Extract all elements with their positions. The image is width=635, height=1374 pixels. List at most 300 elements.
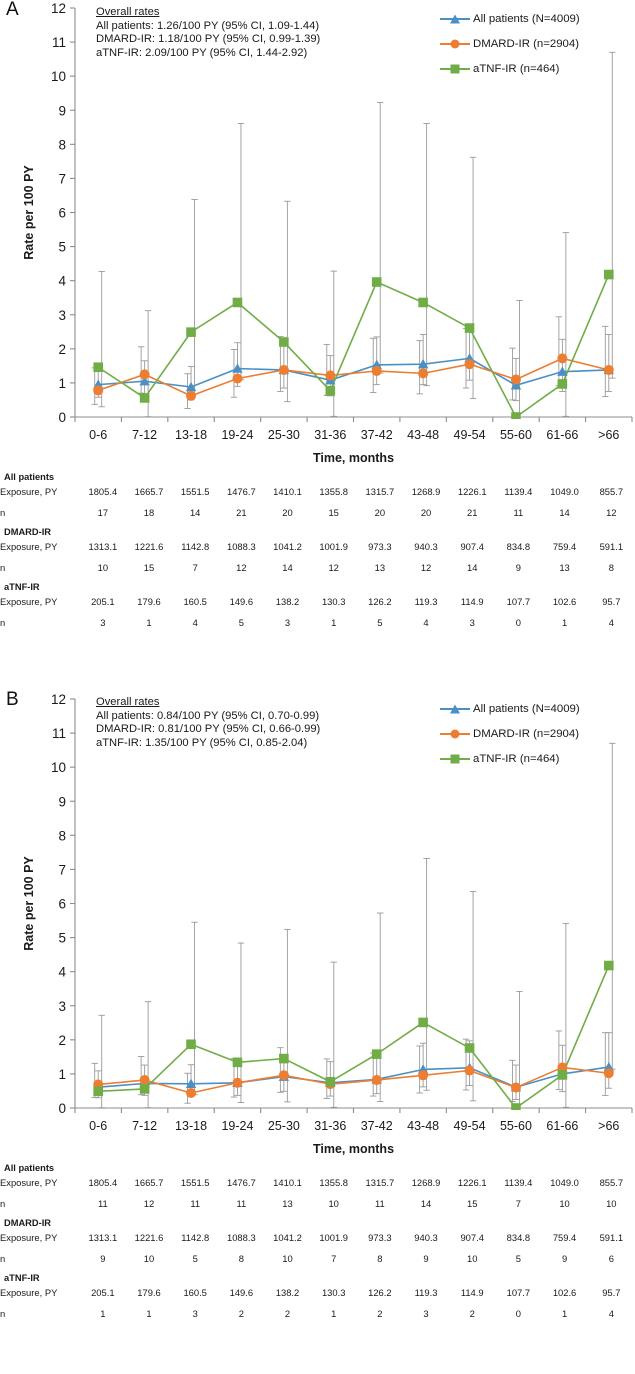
x-axis-tick-label: >66	[598, 1119, 620, 1133]
table-cell: 1	[100, 1308, 106, 1319]
table-cell: 3	[284, 617, 291, 628]
panel-a-label: A	[6, 0, 19, 20]
y-axis-tick-label: 7	[58, 862, 66, 878]
table-cell: 12	[420, 562, 432, 573]
table-cell: 12	[143, 1198, 155, 1209]
error-bar	[606, 335, 612, 392]
table-cell: 1315.7	[365, 486, 395, 497]
y-axis-tick-label: 3	[58, 307, 66, 323]
error-bar	[606, 1033, 612, 1089]
table-cell: 907.4	[460, 541, 484, 552]
data-point-dmard-ir	[186, 391, 196, 401]
table-cell: 160.5	[183, 596, 207, 607]
data-point-dmard-ir	[465, 1066, 475, 1076]
x-axis-tick-label: 43-48	[407, 428, 440, 442]
data-point-dmard-ir	[279, 1070, 289, 1080]
panel-b-label: B	[6, 689, 19, 710]
table-cell: 8	[238, 1253, 244, 1264]
legend-item-label: All patients (N=4009)	[473, 702, 580, 715]
table-cell: 940.3	[414, 1232, 438, 1243]
table-row	[0, 500, 635, 525]
y-axis-tick-label: 6	[58, 205, 66, 221]
table-cell: 1	[331, 1308, 337, 1319]
data-point-dmard-ir	[465, 359, 475, 369]
table-cell: 10	[143, 1253, 155, 1264]
table-cell: 11	[97, 1198, 108, 1209]
data-point-atnf-ir	[604, 961, 614, 971]
table-cell: 15	[328, 507, 339, 518]
table-group-header	[0, 1161, 635, 1174]
table-cell: 4	[608, 617, 614, 628]
table-cell: 1315.7	[365, 1177, 395, 1188]
table-cell: 11	[190, 1198, 201, 1209]
table-row-label: Exposure, PY	[0, 1232, 58, 1243]
x-axis-tick-label: 55-60	[499, 428, 532, 442]
data-point-atnf-ir	[372, 1049, 382, 1059]
table-cell: 8	[377, 1253, 383, 1264]
table-row-label: n	[0, 562, 6, 573]
x-axis-tick-label: 13-18	[175, 428, 208, 442]
table-cell: 10	[328, 1198, 339, 1209]
error-bar	[509, 348, 515, 400]
data-point-atnf-ir	[325, 386, 335, 396]
table-row-label: Exposure, PY	[0, 596, 58, 607]
y-axis-tick-label: 5	[58, 930, 66, 946]
panel-a	[0, 0, 635, 678]
data-point-dmard-ir	[93, 385, 103, 395]
legend-item-label: DMARD-IR (n=2904)	[473, 727, 580, 740]
table-cell: 12	[328, 562, 339, 573]
table-cell: 1313.1	[88, 541, 118, 552]
table-cell: 21	[236, 507, 247, 518]
table-row-label: n	[0, 1198, 6, 1209]
table-cell: 114.9	[460, 1287, 484, 1298]
table-cell: 14	[466, 562, 478, 573]
overall-rate-all-patients: All patients: 1.26/100 PY (95% CI, 1.09-1.44)	[96, 19, 320, 32]
data-point-dmard-ir	[186, 1088, 196, 1098]
table-cell: 1049.0	[550, 486, 579, 497]
table-group-label: DMARD-IR	[4, 526, 51, 537]
overall-rate-dmard-ir: DMARD-IR: 0.81/100 PY (95% CI, 0.66-0.99)	[96, 723, 321, 736]
table-cell: 0	[515, 1308, 521, 1319]
error-bar	[556, 1031, 562, 1090]
legend-marker-square-icon	[440, 63, 470, 75]
y-axis-tick-label: 1	[58, 1066, 66, 1082]
table-cell: 14	[559, 507, 570, 518]
error-bar	[423, 859, 429, 1091]
table-cell: 1476.7	[227, 1177, 256, 1188]
error-bar	[423, 124, 429, 386]
panel-a-chart	[0, 0, 635, 470]
table-row-label: Exposure, PY	[0, 1177, 58, 1188]
legend-item-dmard-ir	[440, 721, 580, 746]
table-cell: 973.3	[368, 1232, 392, 1243]
x-axis-tick-label: 55-60	[499, 1119, 532, 1133]
data-point-dmard-ir	[604, 1068, 614, 1078]
x-axis-tick-label: 19-24	[221, 428, 254, 442]
table-cell: 11	[236, 1198, 247, 1209]
x-axis-title: Time, months	[312, 1142, 395, 1156]
table-cell: 5	[238, 617, 244, 628]
data-point-atnf-ir	[558, 1070, 568, 1080]
y-axis-tick-label: 12	[50, 1, 66, 16]
legend-item-all-patients	[440, 6, 580, 31]
data-point-atnf-ir	[558, 379, 568, 389]
table-cell: 11	[375, 1198, 385, 1209]
legend-marker-circle-icon	[440, 38, 470, 50]
data-point-atnf-ir	[279, 337, 289, 347]
data-point-atnf-ir	[233, 1058, 243, 1068]
y-axis-tick-label: 10	[50, 760, 66, 776]
panel-b	[0, 678, 635, 1368]
data-point-atnf-ir	[465, 1043, 475, 1053]
table-cell: 1041.2	[273, 541, 302, 552]
legend-item-label: aTNF-IR (n=464)	[473, 752, 560, 765]
panel-b-legend	[440, 696, 580, 771]
overall-rate-atnf-ir: aTNF-IR: 2.09/100 PY (95% CI, 1.44-2.92)	[96, 46, 308, 59]
panel-a-overall-rates	[96, 6, 320, 60]
data-point-atnf-ir	[465, 323, 475, 333]
table-cell: 179.6	[137, 596, 161, 607]
data-point-atnf-ir	[140, 1084, 150, 1094]
table-cell: 1805.4	[88, 486, 118, 497]
panel-b-chart	[0, 678, 635, 1161]
table-cell: 6	[608, 1253, 614, 1264]
table-cell: 2	[469, 1308, 475, 1319]
table-cell: 1226.1	[457, 486, 487, 497]
table-cell: 1	[331, 617, 337, 628]
table-cell: 10	[559, 1198, 570, 1209]
table-cell: 1	[561, 1308, 568, 1319]
table-cell: 3	[100, 617, 106, 628]
table-cell: 3	[192, 1308, 198, 1319]
table-cell: 1355.8	[319, 486, 349, 497]
table-cell: 591.1	[599, 541, 624, 552]
table-row	[0, 1284, 635, 1301]
table-group-header	[0, 525, 635, 538]
table-cell: 119.3	[414, 1287, 438, 1298]
data-point-dmard-ir	[557, 353, 567, 363]
data-point-dmard-ir	[232, 373, 242, 383]
data-point-atnf-ir	[511, 412, 521, 422]
table-cell: 9	[515, 562, 521, 573]
legend-marker-triangle-icon	[440, 703, 470, 715]
table-cell: 1410.1	[273, 486, 302, 497]
legend-marker-circle-icon	[440, 728, 470, 740]
panel-a-data-table	[0, 470, 635, 635]
table-cell: 5	[515, 1253, 521, 1264]
table-group-header	[0, 470, 635, 483]
error-bar	[370, 1053, 376, 1096]
table-cell: 95.7	[602, 1287, 621, 1298]
table-cell: 18	[143, 507, 155, 518]
table-cell: 7	[192, 562, 198, 573]
table-cell: 834.8	[506, 1232, 531, 1243]
data-point-atnf-ir	[418, 1018, 428, 1028]
table-cell: 1139.4	[504, 486, 533, 497]
x-axis-tick-label: 61-66	[546, 428, 579, 442]
table-row	[0, 483, 635, 500]
data-point-atnf-ir	[418, 298, 428, 308]
y-axis-tick-label: 7	[58, 171, 66, 187]
x-axis-tick-label: 13-18	[175, 1119, 208, 1133]
table-cell: 1221.6	[134, 541, 164, 552]
legend-item-label: aTNF-IR (n=464)	[473, 62, 560, 75]
table-cell: 1551.5	[180, 1177, 210, 1188]
table-cell: 1001.9	[319, 1232, 349, 1243]
table-cell: 1088.3	[227, 1232, 256, 1243]
error-bar	[509, 1060, 515, 1101]
table-cell: 1049.0	[550, 1177, 579, 1188]
table-cell: 20	[374, 507, 386, 518]
data-point-atnf-ir	[511, 1103, 521, 1113]
y-axis-tick-label: 1	[58, 375, 66, 391]
error-bar	[231, 350, 237, 398]
y-axis-tick-label: 10	[50, 69, 66, 85]
table-group-header	[0, 1271, 635, 1284]
table-cell: 17	[97, 507, 109, 518]
y-axis-tick-label: 2	[58, 341, 66, 357]
table-cell: 1221.6	[134, 1232, 164, 1243]
table-cell: 13	[282, 1198, 293, 1209]
table-cell: 1	[146, 1308, 152, 1319]
table-cell: 940.3	[414, 541, 438, 552]
x-axis-tick-label: 0-6	[89, 428, 108, 442]
y-axis-tick-label: 2	[58, 1032, 66, 1048]
table-cell: 1142.8	[181, 541, 210, 552]
x-axis-tick-label: 31-36	[314, 428, 347, 442]
data-point-dmard-ir	[372, 366, 382, 376]
table-cell: 1665.7	[134, 486, 164, 497]
overall-rates-title: Overall rates	[96, 6, 160, 18]
error-bar	[609, 52, 615, 378]
y-axis-title: Rate per 100 PY	[22, 165, 36, 260]
table-row-label: Exposure, PY	[0, 486, 58, 497]
x-axis-tick-label: 0-6	[89, 1119, 108, 1133]
series-line-atnf-ir	[98, 275, 609, 417]
table-row	[0, 555, 635, 580]
table-cell: 11	[513, 507, 524, 518]
overall-rate-atnf-ir: aTNF-IR: 1.35/100 PY (95% CI, 0.85-2.04)	[96, 736, 308, 749]
table-cell: 1410.1	[273, 1177, 302, 1188]
table-cell: 759.4	[552, 1232, 577, 1243]
table-cell: 1665.7	[134, 1177, 164, 1188]
table-cell: 20	[420, 507, 432, 518]
error-bar	[563, 924, 569, 1108]
table-row	[0, 1191, 635, 1216]
legend-item-label: DMARD-IR (n=2904)	[473, 37, 580, 50]
x-axis-tick-label: 61-66	[546, 1119, 579, 1133]
y-axis-tick-label: 4	[58, 964, 66, 980]
legend-item-all-patients	[440, 696, 580, 721]
table-row-label: n	[0, 1308, 6, 1319]
table-row	[0, 538, 635, 555]
table-cell: 15	[143, 562, 155, 573]
overall-rate-all-patients: All patients: 0.84/100 PY (95% CI, 0.70-0.99)	[96, 709, 320, 722]
data-point-dmard-ir	[325, 370, 335, 380]
table-cell: 1041.2	[273, 1232, 302, 1243]
table-cell: 126.2	[368, 1287, 392, 1298]
table-cell: 12	[606, 507, 617, 518]
table-row-label: Exposure, PY	[0, 541, 58, 552]
table-cell: 8	[608, 562, 614, 573]
data-point-atnf-ir	[372, 277, 382, 287]
legend-item-atnf-ir	[440, 56, 580, 81]
x-axis-title: Time, months	[312, 451, 395, 465]
x-axis-tick-label: 7-12	[132, 428, 158, 442]
table-cell: 149.6	[229, 596, 254, 607]
x-axis-tick-label: >66	[598, 428, 620, 442]
table-group-label: aTNF-IR	[4, 1272, 40, 1283]
error-bar	[609, 743, 615, 1069]
x-axis-tick-label: 25-30	[267, 428, 300, 442]
table-cell: 855.7	[599, 486, 624, 497]
table-cell: 102.6	[552, 596, 577, 607]
series-line-dmard-ir	[98, 1067, 609, 1093]
y-axis-tick-label: 4	[58, 273, 66, 289]
table-row	[0, 1246, 635, 1271]
table-cell: 7	[331, 1253, 337, 1264]
data-point-dmard-ir	[279, 365, 289, 375]
y-axis-tick-label: 9	[58, 794, 66, 810]
table-cell: 119.3	[414, 596, 438, 607]
table-cell: 9	[423, 1253, 429, 1264]
table-cell: 13	[374, 562, 386, 573]
data-point-atnf-ir	[93, 362, 103, 372]
table-cell: 907.4	[460, 1232, 484, 1243]
table-cell: 107.7	[506, 596, 531, 607]
series-line-atnf-ir	[98, 966, 609, 1108]
table-cell: 1355.8	[319, 1177, 349, 1188]
x-axis-tick-label: 43-48	[407, 1119, 440, 1133]
table-group-label: All patients	[4, 471, 55, 482]
y-axis-tick-label: 6	[58, 896, 66, 912]
panel-a-legend	[440, 6, 580, 81]
legend-item-dmard-ir	[440, 31, 580, 56]
data-point-dmard-ir	[372, 1075, 382, 1085]
x-axis-tick-label: 19-24	[221, 1119, 254, 1133]
table-cell: 138.2	[275, 596, 300, 607]
table-cell: 1268.9	[411, 486, 441, 497]
table-cell: 21	[466, 507, 478, 518]
data-point-atnf-ir	[186, 327, 196, 337]
table-cell: 855.7	[599, 1177, 624, 1188]
legend-item-label: All patients (N=4009)	[473, 12, 580, 25]
table-cell: 0	[515, 617, 521, 628]
error-bar	[238, 124, 244, 380]
table-cell: 95.7	[602, 596, 621, 607]
y-axis-tick-label: 3	[58, 998, 66, 1014]
table-row-label: Exposure, PY	[0, 1287, 58, 1298]
table-group-header	[0, 580, 635, 593]
y-axis-title: Rate per 100 PY	[22, 856, 36, 951]
error-bar	[602, 326, 608, 396]
y-axis-tick-label: 9	[58, 103, 66, 119]
table-cell: 10	[466, 1253, 478, 1264]
table-cell: 130.3	[321, 1287, 346, 1298]
table-cell: 4	[608, 1308, 614, 1319]
table-cell: 9	[100, 1253, 106, 1264]
error-bar	[563, 233, 569, 417]
table-group-label: All patients	[4, 1162, 55, 1173]
table-cell: 834.8	[506, 541, 531, 552]
y-axis-tick-label: 0	[58, 410, 66, 425]
table-cell: 4	[192, 617, 198, 628]
error-bar	[602, 1033, 608, 1096]
table-cell: 973.3	[368, 541, 392, 552]
table-cell: 1142.8	[181, 1232, 210, 1243]
error-bar	[191, 922, 197, 1094]
overall-rate-dmard-ir: DMARD-IR: 1.18/100 PY (95% CI, 0.99-1.39)	[96, 33, 321, 46]
table-cell: 759.4	[552, 541, 577, 552]
table-cell: 2	[284, 1308, 291, 1319]
legend-item-atnf-ir	[440, 746, 580, 771]
data-point-atnf-ir	[93, 1086, 103, 1096]
table-cell: 138.2	[275, 1287, 300, 1298]
table-cell: 1088.3	[227, 541, 256, 552]
table-cell: 14	[282, 562, 293, 573]
table-cell: 14	[420, 1198, 432, 1209]
table-cell: 7	[515, 1198, 521, 1209]
y-axis-tick-label: 11	[51, 726, 66, 742]
table-cell: 15	[466, 1198, 478, 1209]
x-axis-tick-label: 25-30	[267, 1119, 300, 1133]
overall-rates-title: Overall rates	[96, 696, 160, 708]
table-cell: 130.3	[321, 596, 346, 607]
legend-marker-triangle-icon	[440, 13, 470, 25]
table-cell: 4	[423, 617, 429, 628]
data-point-dmard-ir	[604, 365, 614, 375]
table-cell: 10	[282, 1253, 293, 1264]
table-cell: 205.1	[91, 1287, 115, 1298]
table-row-label: n	[0, 507, 6, 518]
table-cell: 1226.1	[457, 1177, 487, 1188]
table-cell: 179.6	[137, 1287, 161, 1298]
table-cell: 102.6	[552, 1287, 577, 1298]
series-line-all-patients	[98, 1067, 609, 1087]
table-cell: 1	[146, 617, 152, 628]
data-point-atnf-ir	[186, 1039, 196, 1049]
y-axis-tick-label: 8	[58, 137, 66, 153]
error-bar	[377, 913, 383, 1101]
data-point-dmard-ir	[511, 375, 521, 385]
y-axis-tick-label: 12	[50, 692, 66, 707]
table-cell: 5	[192, 1253, 198, 1264]
table-cell: 10	[97, 562, 109, 573]
table-row	[0, 610, 635, 635]
table-cell: 2	[238, 1308, 244, 1319]
data-point-dmard-ir	[418, 1070, 428, 1080]
y-axis-tick-label: 11	[51, 35, 66, 51]
table-cell: 114.9	[460, 596, 484, 607]
table-cell: 1476.7	[227, 486, 256, 497]
table-cell: 5	[377, 617, 383, 628]
series-line-dmard-ir	[98, 358, 609, 395]
x-axis-tick-label: 37-42	[360, 1119, 393, 1133]
x-axis-tick-label: 7-12	[132, 1119, 158, 1133]
table-group-header	[0, 1216, 635, 1229]
table-cell: 149.6	[229, 1287, 254, 1298]
x-axis-tick-label: 49-54	[453, 1119, 486, 1133]
x-axis-tick-label: 31-36	[314, 1119, 347, 1133]
table-cell: 160.5	[183, 1287, 207, 1298]
table-cell: 3	[469, 617, 475, 628]
data-point-atnf-ir	[233, 298, 243, 308]
x-axis-tick-label: 37-42	[360, 428, 393, 442]
table-row	[0, 1301, 635, 1326]
table-group-label: aTNF-IR	[4, 581, 40, 592]
table-cell: 10	[606, 1198, 617, 1209]
